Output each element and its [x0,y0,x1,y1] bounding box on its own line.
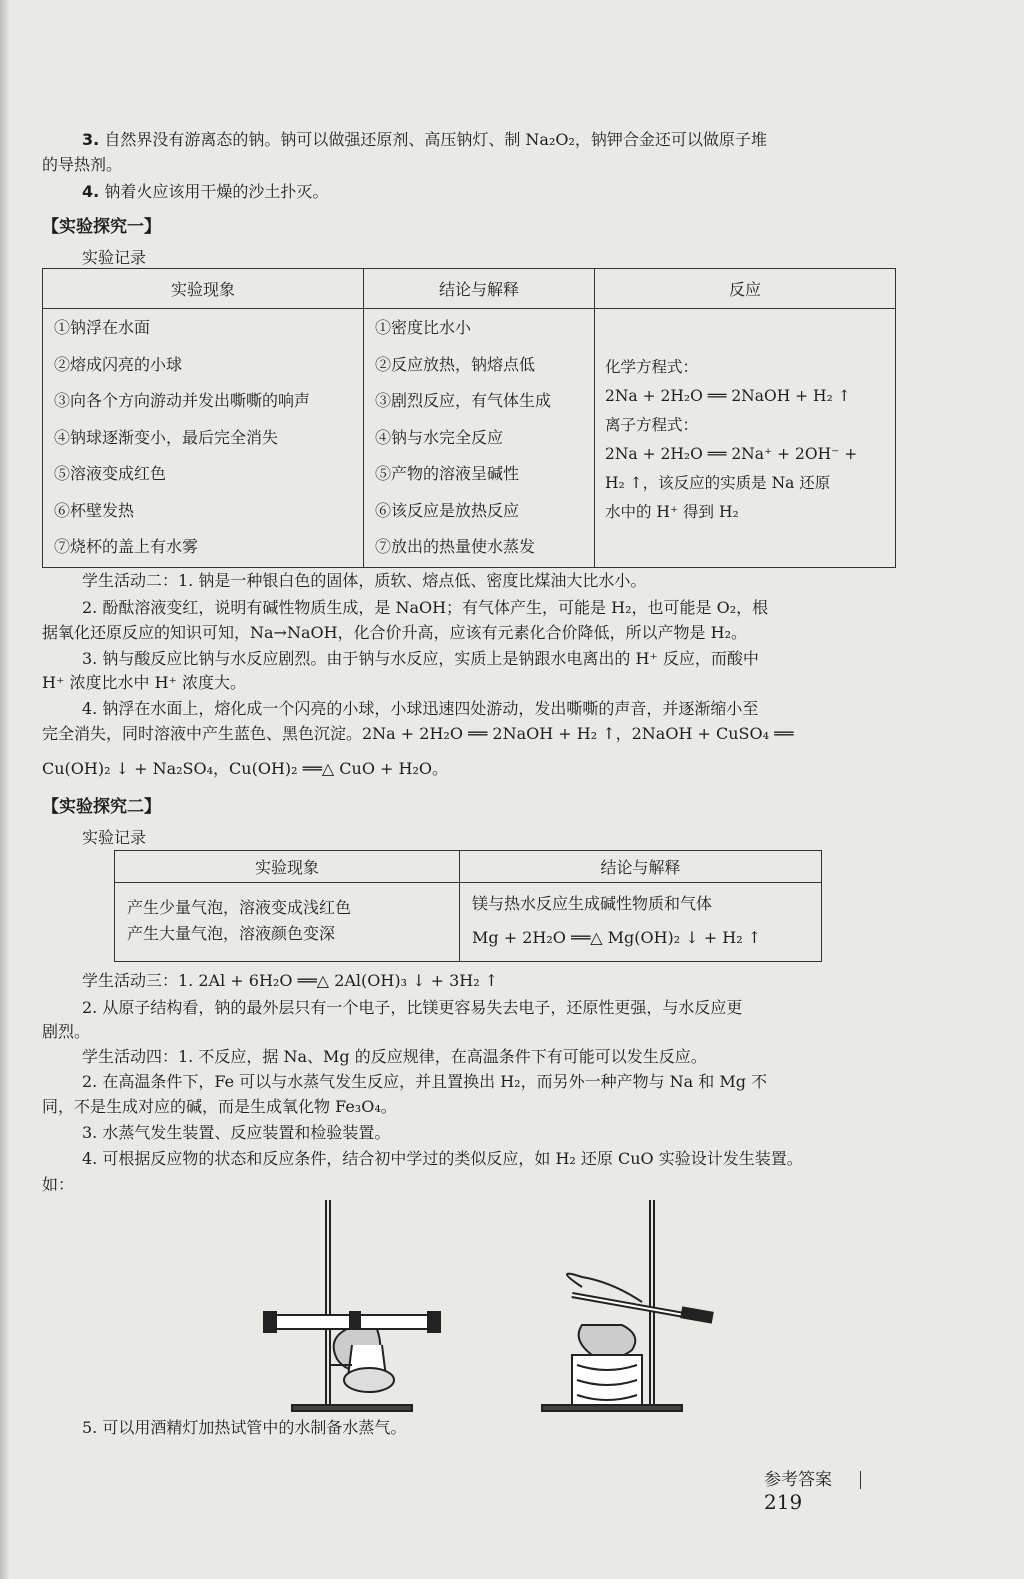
activity3-line: 剧烈。 [42,1022,91,1041]
activity2-line: 据氧化还原反应的知识可知，Na→NaOH，化合价升高，应该有元素化合价降低，所以产物是 H₂。 [42,623,748,642]
activity2-line: 4. 钠浮在水面上，熔化成一个闪亮的小球，小球迅速四处游动，发出嘶嘶的声音，并逐渐缩小至 [82,699,759,718]
activity4-line: 4. 可根据反应物的状态和反应条件，结合初中学过的类似反应，如 H₂ 还原 CuO 实验设计发生装置。 [82,1149,803,1168]
intro-item-3: 3. 自然界没有游离态的钠。钠可以做强还原剂、高压钠灯、制 Na₂O₂，钠钾合金还可以做原子堆 [82,130,767,149]
list-item: ③向各个方向游动并发出嘶嘶的响声 [54,391,311,410]
reaction-cell [595,309,896,568]
apparatus-inclined-tube-figure [522,1195,722,1415]
list-item: ⑥杯壁发热 [54,500,135,520]
list-item: ⑤产物的溶液呈碱性 [375,464,520,483]
list-item: ⑦烧杯的盖上有水雾 [54,537,199,556]
activity4-line: 如： [42,1175,75,1194]
list-item: ①钠浮在水面 [54,318,151,337]
activity2-line: 2. 酚酞溶液变红，说明有碱性物质生成，是 NaOH；有气体产生，可能是 H₂，也可能是 O₂，根 [82,598,769,617]
activity4-line: 同，不是生成对应的碱，而是生成氧化物 Fe₃O₄。 [42,1097,397,1116]
table-header: 反应 [595,269,896,309]
activity4-line: 5. 可以用酒精灯加热试管中的水制备水蒸气。 [82,1418,407,1437]
table-header: 实验现象 [115,851,460,883]
section2-subtitle: 实验记录 [82,828,147,847]
list-item: ①密度比水小 [375,318,472,337]
intro-item-4: 4. 钠着火应该用干燥的沙土扑灭。 [82,182,329,201]
chem-eq: 2Na + 2H₂O ══ 2NaOH + H₂ ↑ [605,387,851,405]
activity2-line: H⁺ 浓度比水中 H⁺ 浓度大。 [42,673,247,692]
activity4-line: 2. 在高温条件下，Fe 可以与水蒸气发生反应，并且置换出 H₂，而另外一种产物与 Na 和 Mg 不 [82,1072,768,1091]
intro-item-3-cont: 的导热剂。 [42,155,123,174]
list-item: 产生少量气泡，溶液变成浅红色 [127,898,352,917]
activity2-line: 学生活动二：1. 钠是一种银白色的固体，质软、熔点低、密度比煤油大比水小。 [82,571,647,590]
table-header: 实验现象 [43,269,364,309]
section1-title: 【实验探究一】 [42,217,161,237]
ion-eq-cont: H₂ ↑，该反应的实质是 Na 还原 [605,474,831,492]
ion-eq-cont: 水中的 H⁺ 得到 H₂ [605,503,739,521]
footer-divider [860,1471,861,1489]
page-footer [764,1465,902,1514]
conclusions-cell [460,883,822,962]
list-item: ⑦放出的热量使水蒸发 [375,537,536,556]
phenomena-cell [43,309,364,568]
conclusions-cell [364,309,595,568]
chem-eq-label: 化学方程式： [605,358,699,376]
list-item: 镁与热水反应生成碱性物质和气体 [472,894,713,913]
experiment2-table [114,850,822,962]
list-item: ③剧烈反应，有气体生成 [375,391,552,410]
table-header: 结论与解释 [364,269,595,309]
list-item: ④钠球逐渐变小，最后完全消失 [54,427,279,447]
ion-eq: 2Na + 2H₂O ══ 2Na⁺ + 2OH⁻ + [605,445,858,463]
ion-eq-label: 离子方程式： [605,416,699,434]
activity2-line: 3. 钠与酸反应比钠与水反应剧烈。由于钠与水反应，实质上是钠跟水电离出的 H⁺ 反应，而酸中 [82,649,759,668]
table-header: 结论与解释 [460,851,822,883]
section1-subtitle: 实验记录 [82,248,147,267]
phenomena-cell [115,883,460,962]
activity2-line: 完全消失，同时溶液中产生蓝色、黑色沉淀。2Na + 2H₂O ══ 2NaOH + H₂ ↑，2NaOH + CuSO₄ ══ [42,724,794,743]
list-item: ⑤溶液变成红色 [54,464,167,483]
section2-title: 【实验探究二】 [42,797,161,817]
footer-label: 参考答案 [764,1470,832,1490]
activity2-line: Cu(OH)₂ ↓ + Na₂SO₄，Cu(OH)₂ ══△ CuO + H₂O。 [42,759,449,778]
list-item: 产生大量气泡，溶液颜色变深 [127,924,336,943]
page-edge [0,0,10,1579]
apparatus-horizontal-tube-figure [252,1195,452,1415]
page-number: 219 [764,1490,803,1514]
list-item: ⑥该反应是放热反应 [375,500,520,520]
experiment1-table [42,268,896,568]
list-item: ②熔成闪亮的小球 [54,354,183,374]
list-item: ②反应放热，钠熔点低 [375,354,536,374]
activity3-line: 学生活动三：1. 2Al + 6H₂O ══△ 2Al(OH)₃ ↓ + 3H₂ ↑ [82,971,499,990]
activity4-line: 3. 水蒸气发生装置、反应装置和检验装置。 [82,1123,391,1142]
activity4-line: 学生活动四：1. 不反应，据 Na、Mg 的反应规律，在高温条件下有可能可以发生反应。 [82,1047,707,1066]
list-item: ④钠与水完全反应 [375,427,504,447]
activity3-line: 2. 从原子结构看，钠的最外层只有一个电子，比镁更容易失去电子，还原性更强，与水反应更 [82,998,743,1017]
list-item: Mg + 2H₂O ══△ Mg(OH)₂ ↓ + H₂ ↑ [472,928,762,947]
